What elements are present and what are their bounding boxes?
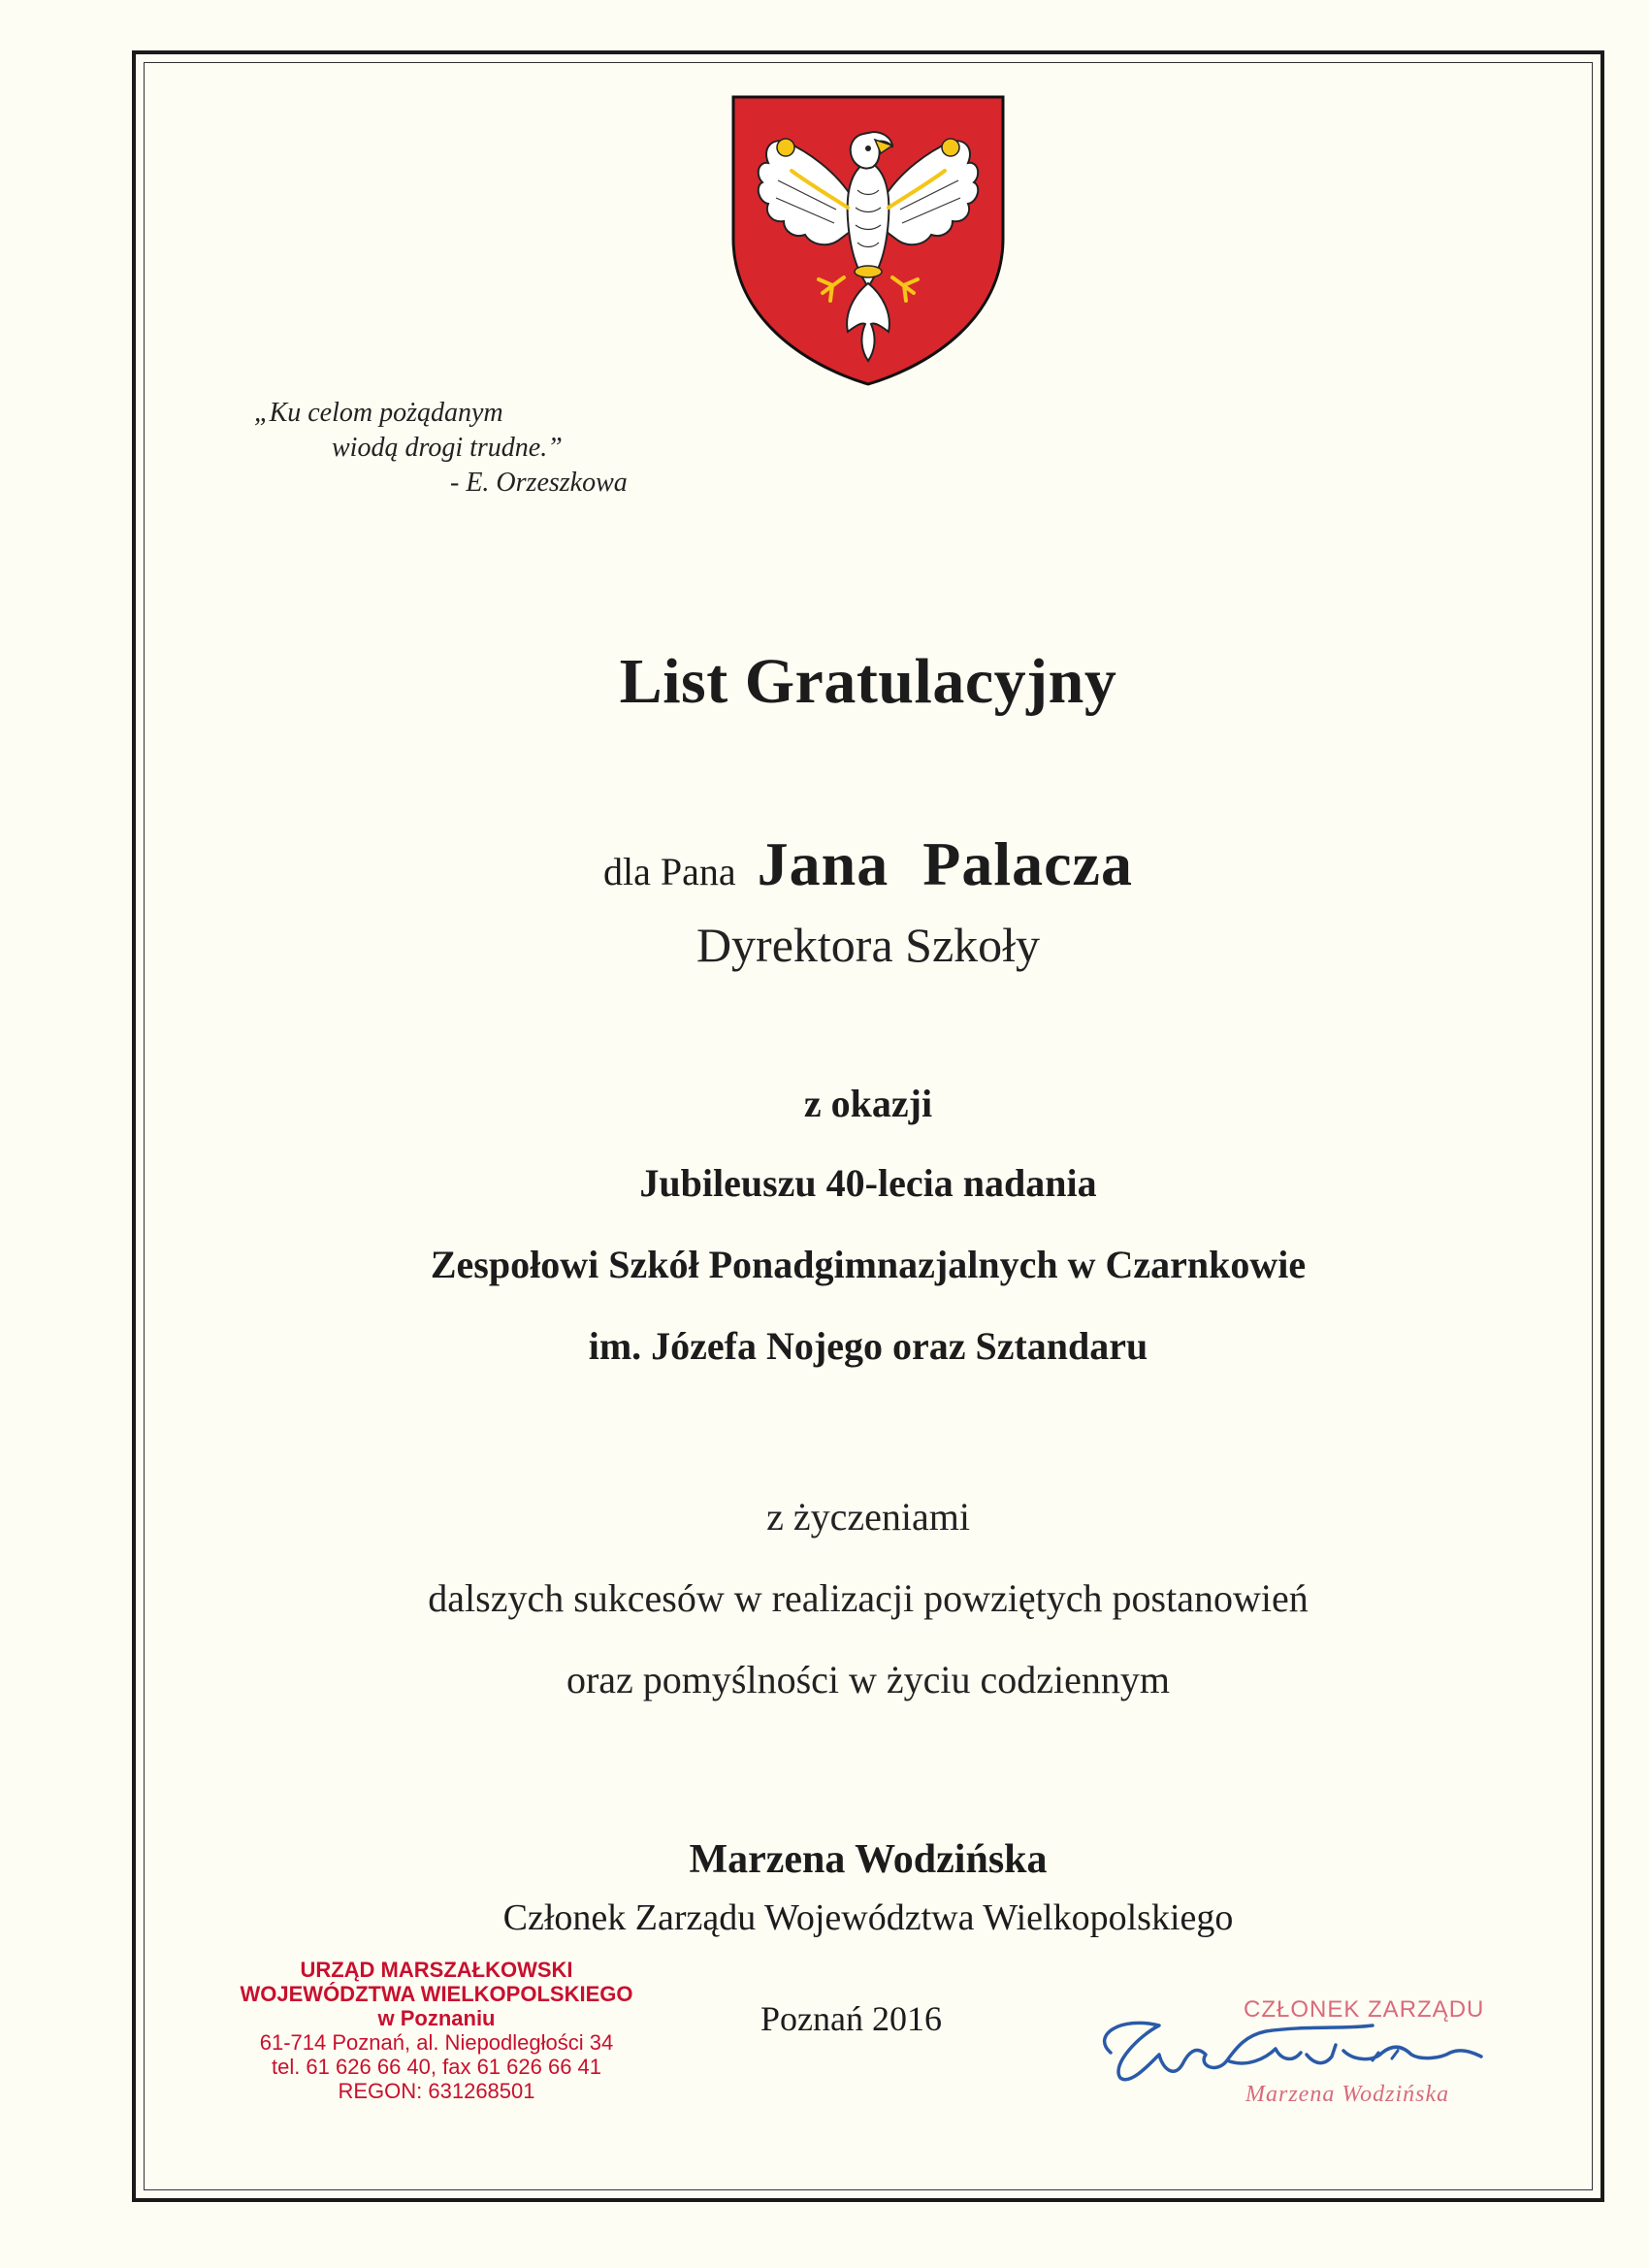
- wishes-line-2: dalszych sukcesów w realizacji powziętych postanowień: [428, 1576, 1309, 1620]
- quote-line-2: wiodą drogi trudne.”: [332, 433, 563, 463]
- place-date: Poznań 2016: [760, 1999, 942, 2038]
- occasion-line-4: im. Józefa Nojego oraz Sztandaru: [588, 1324, 1148, 1368]
- stamp-line-2: WOJEWÓDZTWA WIELKOPOLSKIEGO: [240, 1982, 633, 2006]
- occasion-line-3: Zespołowi Szkół Ponadgimnazjalnych w Czarnkowie: [430, 1243, 1307, 1286]
- signature-stamp-role: CZŁONEK ZARZĄDU: [1244, 1996, 1485, 2023]
- epigraph-quote: [254, 396, 628, 501]
- stamp-line-5: tel. 61 626 66 40, fax 61 626 66 41: [271, 2055, 602, 2079]
- office-stamp: [194, 1958, 679, 2103]
- recipient-prefix: dla Pana: [603, 850, 736, 893]
- stamp-line-3: w Poznaniu: [377, 2006, 496, 2030]
- signatory-role: Członek Zarządu Województwa Wielkopolskiego: [502, 1897, 1234, 1938]
- quote-author: - E. Orzeszkowa: [450, 468, 628, 498]
- document-title: List Gratulacyjny: [619, 646, 1117, 717]
- quote-line-1: „Ku celom pożądanym: [254, 398, 503, 428]
- signature-stamp-name: Marzena Wodzińska: [1245, 2082, 1450, 2107]
- recipient-position: Dyrektora Szkoły: [695, 918, 1041, 972]
- occasion-line-2: Jubileuszu 40-lecia nadania: [639, 1161, 1097, 1205]
- wishes-line-1: z życzeniami: [766, 1495, 970, 1539]
- stamp-line-4: 61-714 Poznań, al. Niepodległości 34: [259, 2030, 614, 2055]
- coat-of-arms-icon: [729, 93, 1007, 386]
- stamp-line-6: REGON: 631268501: [338, 2079, 535, 2103]
- occasion-line-1: z okazji: [803, 1082, 933, 1125]
- signatory-name: Marzena Wodzińska: [689, 1837, 1048, 1882]
- recipient-name: Jana Palacza: [757, 829, 1133, 898]
- stamp-line-1: URZĄD MARSZAŁKOWSKI: [300, 1958, 573, 1982]
- recipient-line: [144, 828, 1593, 900]
- wishes-line-3: oraz pomyślności w życiu codziennym: [566, 1658, 1171, 1701]
